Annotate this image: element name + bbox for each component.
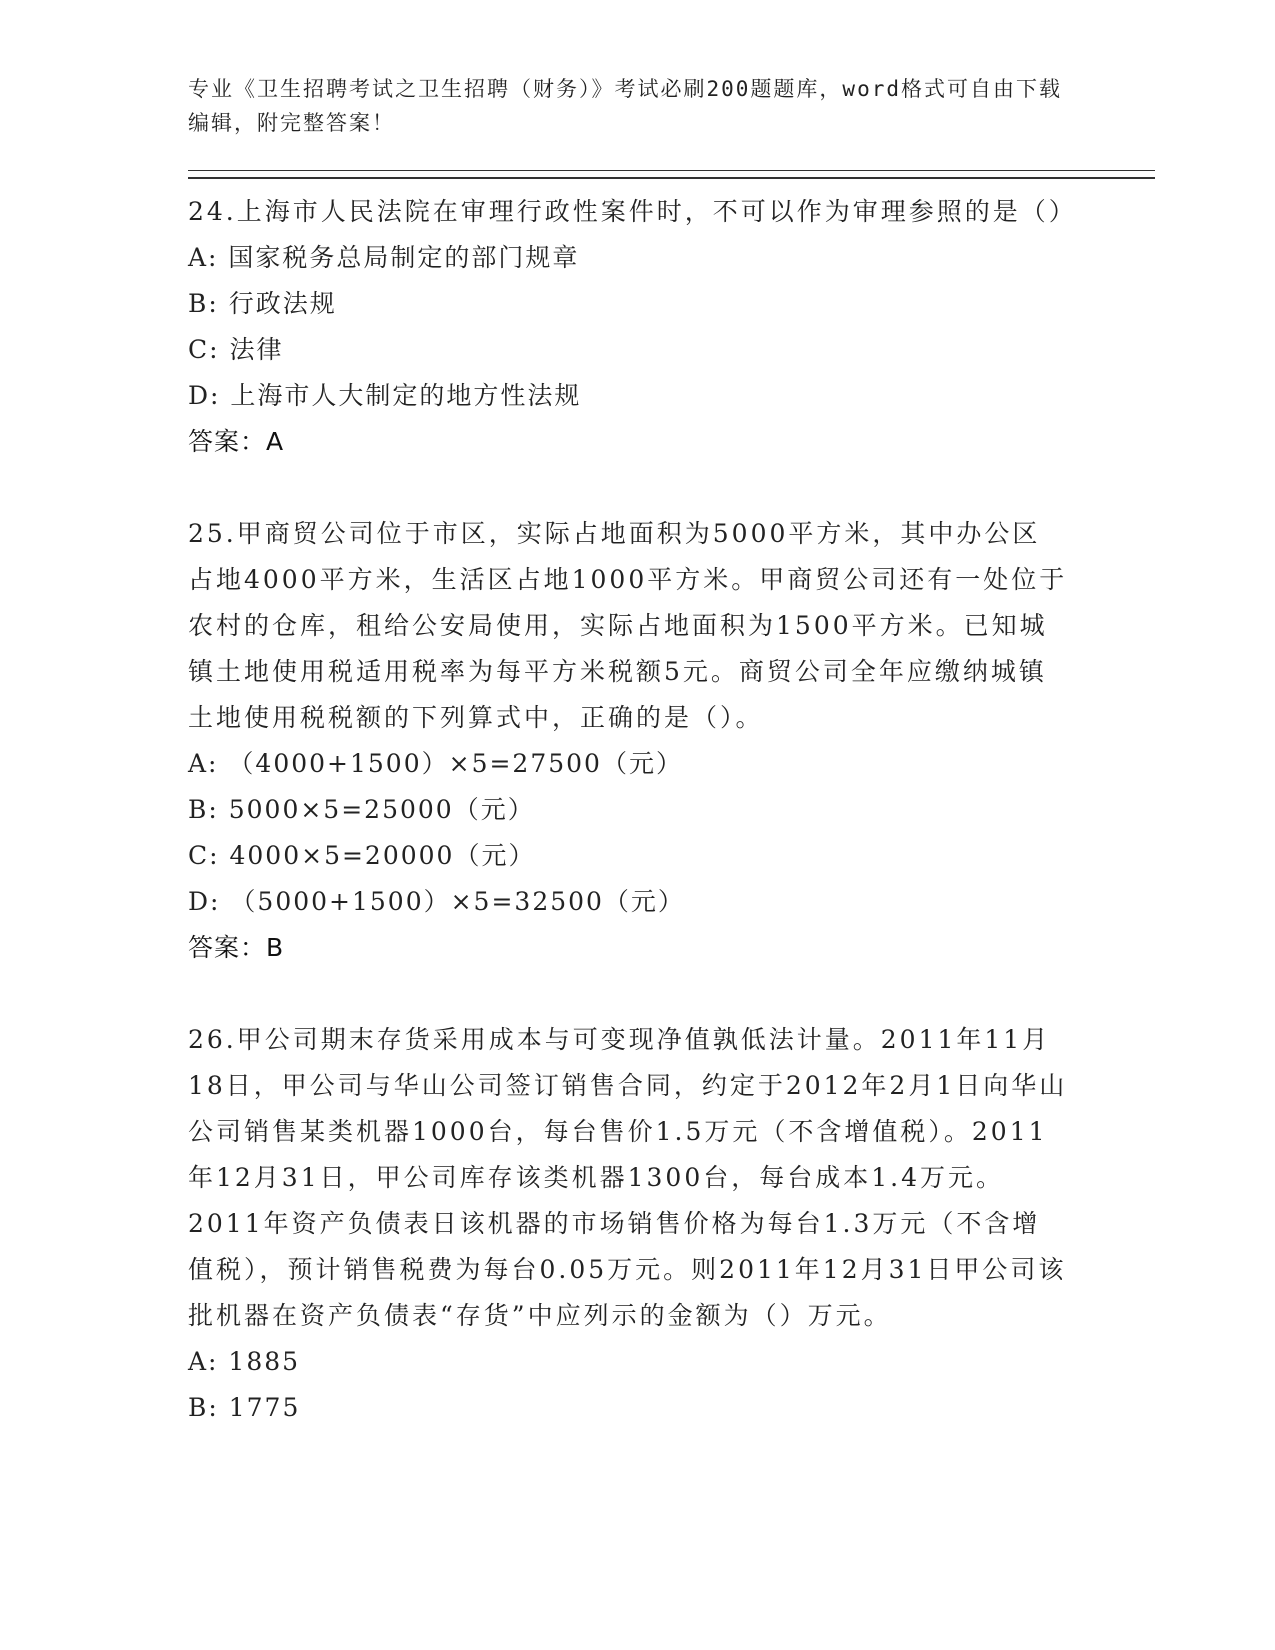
answer-line: 答案：B [188,933,285,962]
option-d: D: 上海市人大制定的地方性法规 [188,381,582,410]
option-b: B: 5000×5=25000（元） [188,795,535,824]
question-spacer [188,971,1068,1017]
answer-line: 答案：A [188,427,285,456]
question-text: 25.甲商贸公司位于市区，实际占地面积为5000平方米，其中办公区占地4000平方米，生活区占地1000平方米。甲商贸公司还有一处位于农村的仓库，租给公安局使用，实际占地面积为1500平方米。已知城镇土地使用税适用税率为每平方米税额5元。商贸公司全年应缴纳城镇土地使用税税额的下列算式中，正确的是（）。 [188,519,1068,732]
header-divider [188,170,1155,179]
question-text: 24.上海市人民法院在审理行政性案件时，不可以作为审理参照的是（） [188,197,1077,226]
option-c: C: 法律 [188,335,284,364]
option-a: A: （4000+1500）×5=27500（元） [188,749,683,778]
option-a: A: 1885 [188,1347,301,1376]
question-24 [188,189,1077,465]
option-d: D: （5000+1500）×5=32500（元） [188,887,685,916]
option-c: C: 4000×5=20000（元） [188,841,536,870]
option-b: B: 1775 [188,1393,301,1422]
option-b: B: 行政法规 [188,289,337,318]
question-25 [188,511,1068,971]
question-spacer [188,465,1068,511]
question-26 [188,1017,1068,1431]
document-header: 专业《卫生招聘考试之卫生招聘（财务）》考试必刷200题题库，word格式可自由下载编辑，附完整答案！ [188,77,1062,135]
option-a: A: 国家税务总局制定的部门规章 [188,243,580,272]
document-page [188,72,1077,1431]
question-text: 26.甲公司期末存货采用成本与可变现净值孰低法计量。2011年11月18日，甲公司与华山公司签订销售合同，约定于2012年2月1日向华山公司销售某类机器1000台，每台售价1.5万元（不含增值税）。2011年12月31日，甲公司库存该类机器1300台，每台成本1.4万元。2011年资产负债表日该机器的市场销售价格为每台1.3万元（不含增值税），预计销售税费为每台0.05万元。则2011年12月31日甲公司该批机器在资产负债表“存货”中应列示的金额为（）万元。 [188,1025,1068,1330]
